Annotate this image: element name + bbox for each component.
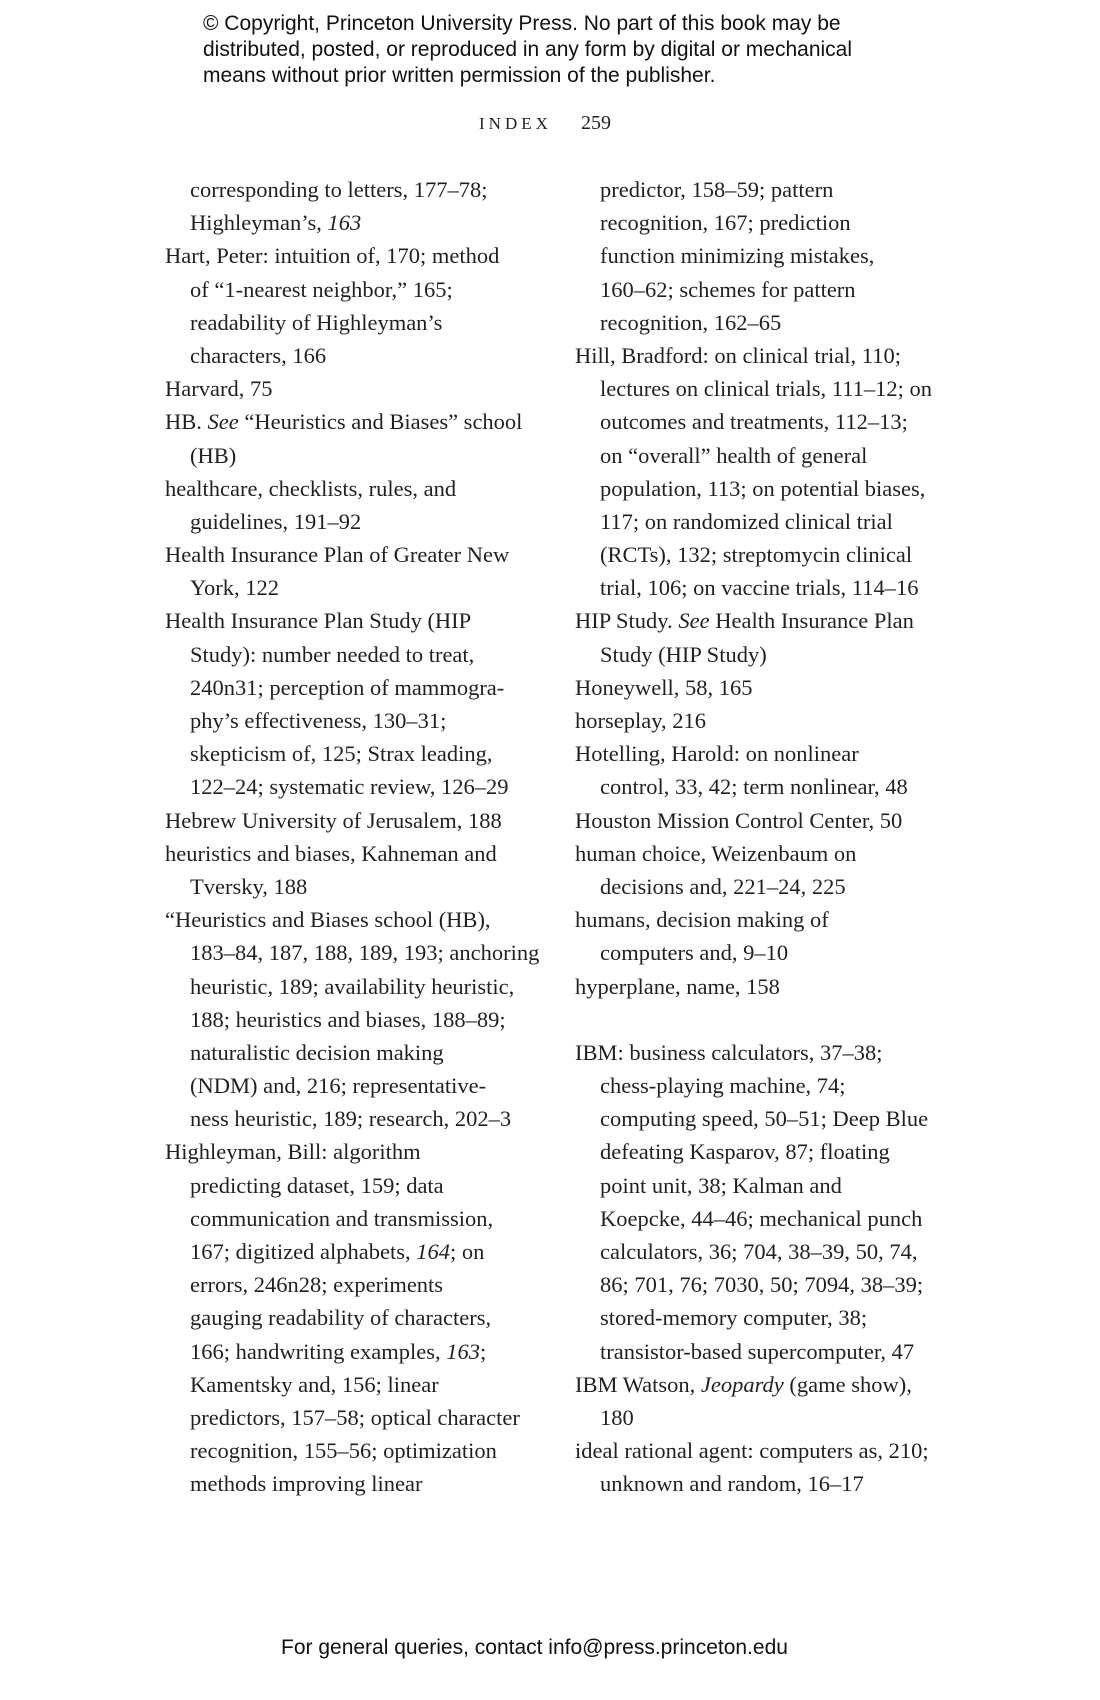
index-entry-line: corresponding to letters, 177–78; xyxy=(190,177,488,202)
index-entry xyxy=(575,903,932,969)
index-entry-line: Health Insurance Plan of Greater New xyxy=(165,542,510,568)
index-entry-line: Kamentsky and, 156; linear xyxy=(190,1371,439,1397)
index-entry xyxy=(575,837,932,903)
index-entry-line: Harvard, 75 xyxy=(165,376,273,402)
index-entry-line: naturalistic decision making xyxy=(190,1039,444,1065)
index-entry-line: Houston Mission Control Center, 50 xyxy=(575,807,903,833)
index-entry xyxy=(575,1368,932,1434)
index-entry-line: communication and transmission, xyxy=(190,1205,494,1231)
index-entry-line: heuristics and biases, Kahneman and xyxy=(165,840,497,866)
index-entry-line: healthcare, checklists, rules, and xyxy=(165,475,457,501)
index-entry-line: ness heuristic, 189; research, 202–3 xyxy=(190,1106,512,1132)
index-entry xyxy=(165,239,539,372)
italic-text: 164 xyxy=(416,1239,450,1264)
italic-text: See xyxy=(678,608,710,634)
italic-text: 163 xyxy=(327,210,362,236)
index-entry-line: function minimizing mistakes, xyxy=(600,243,875,269)
index-column-right xyxy=(575,173,932,1501)
page-number: 259 xyxy=(581,112,611,134)
index-entry xyxy=(165,837,539,903)
index-entry-line: outcomes and treatments, 112–13; xyxy=(600,409,908,435)
index-entry-line: 160–62; schemes for pattern xyxy=(600,276,856,302)
index-entry-line: ideal rational agent: computers as, 210; xyxy=(575,1438,929,1464)
index-entry xyxy=(575,1434,932,1500)
index-entry-line: Study (HIP Study) xyxy=(600,641,767,667)
index-entry xyxy=(575,804,932,837)
index-entry xyxy=(165,173,539,239)
index-entry-line: decisions and, 221–24, 225 xyxy=(600,873,846,899)
index-entry xyxy=(575,1036,932,1368)
index-entry-line: readability of Highleyman’s xyxy=(190,309,443,335)
index-column-left xyxy=(165,173,539,1501)
index-entry xyxy=(575,604,932,670)
section-title: INDEX xyxy=(479,114,552,133)
index-entry-line: computing speed, 50–51; Deep Blue xyxy=(600,1106,929,1132)
index-entry xyxy=(575,173,932,339)
index-entry-line: unknown and random, 16–17 xyxy=(600,1471,864,1497)
index-entry-line: predictor, 158–59; pattern xyxy=(600,177,834,202)
copyright-line: distributed, posted, or reproduced in any form by digital or mechanical xyxy=(203,38,853,61)
index-entry-line: calculators, 36; 704, 38–39, 50, 74, xyxy=(600,1239,918,1264)
index-entry-line: recognition, 162–65 xyxy=(600,309,782,335)
index-entry-line: chess-playing machine, 74; xyxy=(600,1073,846,1099)
index-entry-line: point unit, 38; Kalman and xyxy=(600,1172,842,1198)
index-entry-line: methods improving linear xyxy=(190,1471,423,1497)
index-entry-line: computers and, 9–10 xyxy=(600,940,789,966)
index-entry-line: errors, 246n28; experiments xyxy=(190,1272,444,1298)
letter-group-gap xyxy=(575,1003,932,1036)
index-entry-line: Highleyman’s, 163 xyxy=(190,210,362,236)
index-entry-line: 122–24; systematic review, 126–29 xyxy=(190,774,509,800)
index-entry-line: 117; on randomized clinical trial xyxy=(600,508,893,534)
copyright-notice xyxy=(203,11,852,89)
index-entry-line: humans, decision making of xyxy=(575,907,829,933)
index-entry-line: Health Insurance Plan Study (HIP xyxy=(165,608,472,634)
index-entry-line: characters, 166 xyxy=(190,342,327,368)
index-entry-line: “Heuristics and Biases school (HB), xyxy=(165,907,491,933)
index-entry-line: (NDM) and, 216; representative- xyxy=(190,1073,487,1099)
index-entry-line: population, 113; on potential biases, xyxy=(600,475,926,501)
index-entry-line: 86; 701, 76; 7030, 50; 7094, 38–39; xyxy=(600,1272,924,1298)
index-entry-line: phy’s effectiveness, 130–31; xyxy=(190,708,447,733)
index-entry-line: guidelines, 191–92 xyxy=(190,508,362,534)
italic-text: Jeopardy xyxy=(700,1371,784,1397)
index-entry-line: 166; handwriting examples, 163; xyxy=(190,1338,487,1364)
index-entry-line: Highleyman, Bill: algorithm xyxy=(165,1139,421,1165)
index-entry xyxy=(165,1135,539,1500)
index-entry-line: 183–84, 187, 188, 189, 193; anchoring xyxy=(190,940,540,966)
index-entry-line: (HB) xyxy=(190,442,237,468)
index-entry-line: 180 xyxy=(600,1404,634,1430)
index-entry-line: hyperplane, name, 158 xyxy=(575,973,780,999)
index-entry xyxy=(165,372,539,405)
index-entry-line: HB. See “Heuristics and Biases” school xyxy=(165,409,523,435)
index-entry-line: Hill, Bradford: on clinical trial, 110; xyxy=(575,342,901,368)
index-entry-line: Hart, Peter: intuition of, 170; method xyxy=(165,243,500,269)
copyright-line: © Copyright, Princeton University Press. No part of this book may be xyxy=(203,12,841,35)
index-entry-line: Hotelling, Harold: on nonlinear xyxy=(575,741,859,767)
index-entry-line: on “overall” health of general xyxy=(600,442,868,468)
index-entry-line: defeating Kasparov, 87; floating xyxy=(600,1139,890,1165)
index-entry xyxy=(165,903,539,1135)
italic-text: 163 xyxy=(446,1338,480,1364)
index-entry xyxy=(575,704,932,737)
index-entry-line: (RCTs), 132; streptomycin clinical xyxy=(600,542,913,568)
index-entry xyxy=(165,538,539,604)
index-entry-line: trial, 106; on vaccine trials, 114–16 xyxy=(600,575,919,601)
index-entry-line: Hebrew University of Jerusalem, 188 xyxy=(165,807,502,833)
index-entry xyxy=(575,737,932,803)
index-entry xyxy=(165,604,539,803)
index-entry xyxy=(165,405,539,471)
index-entry-line: heuristic, 189; availability heuristic, xyxy=(190,973,515,999)
index-entry-line: Tversky, 188 xyxy=(190,873,308,899)
index-entry xyxy=(575,671,932,704)
index-entry-line: gauging readability of characters, xyxy=(190,1305,492,1331)
index-entry-line: York, 122 xyxy=(190,575,279,601)
index-entry-line: recognition, 167; prediction xyxy=(600,210,851,236)
index-entry-line: predictors, 157–58; optical character xyxy=(190,1404,520,1430)
index-entry xyxy=(575,339,932,605)
index-entry-line: predicting dataset, 159; data xyxy=(190,1172,444,1198)
index-entry-line: human choice, Weizenbaum on xyxy=(575,840,857,866)
index-entry-line: skepticism of, 125; Strax leading, xyxy=(190,741,493,767)
footer-contact: For general queries, contact info@press.princeton.edu xyxy=(281,1636,788,1659)
index-entry-line: Honeywell, 58, 165 xyxy=(575,674,753,700)
index-entry-line: 167; digitized alphabets, 164; on xyxy=(190,1239,485,1264)
index-entry-line: control, 33, 42; term nonlinear, 48 xyxy=(600,774,908,800)
index-entry xyxy=(165,804,539,837)
index-entry-line: IBM: business calculators, 37–38; xyxy=(575,1039,883,1065)
index-entry-line: recognition, 155–56; optimization xyxy=(190,1438,497,1464)
index-entry-line: Koepcke, 44–46; mechanical punch xyxy=(600,1205,923,1231)
index-entry xyxy=(165,472,539,538)
index-entry-line: of “1-nearest neighbor,” 165; xyxy=(190,276,453,302)
index-entry-line: lectures on clinical trials, 111–12; on xyxy=(600,376,932,402)
index-entry-line: transistor-based supercomputer, 47 xyxy=(600,1338,915,1364)
index-entry-line: IBM Watson, Jeopardy (game show), xyxy=(575,1371,912,1397)
italic-text: See xyxy=(207,409,239,435)
index-entry xyxy=(575,970,932,1003)
index-entry-line: 188; heuristics and biases, 188–89; xyxy=(190,1006,506,1032)
index-entry-line: horseplay, 216 xyxy=(575,708,707,733)
index-entry-line: 240n31; perception of mammogra- xyxy=(190,674,505,700)
index-entry-line: HIP Study. See Health Insurance Plan xyxy=(575,608,914,634)
copyright-line: means without prior written permission of the publisher. xyxy=(203,64,716,87)
index-entry-line: stored-memory computer, 38; xyxy=(600,1305,868,1331)
index-entry-line: Study): number needed to treat, xyxy=(190,641,475,667)
